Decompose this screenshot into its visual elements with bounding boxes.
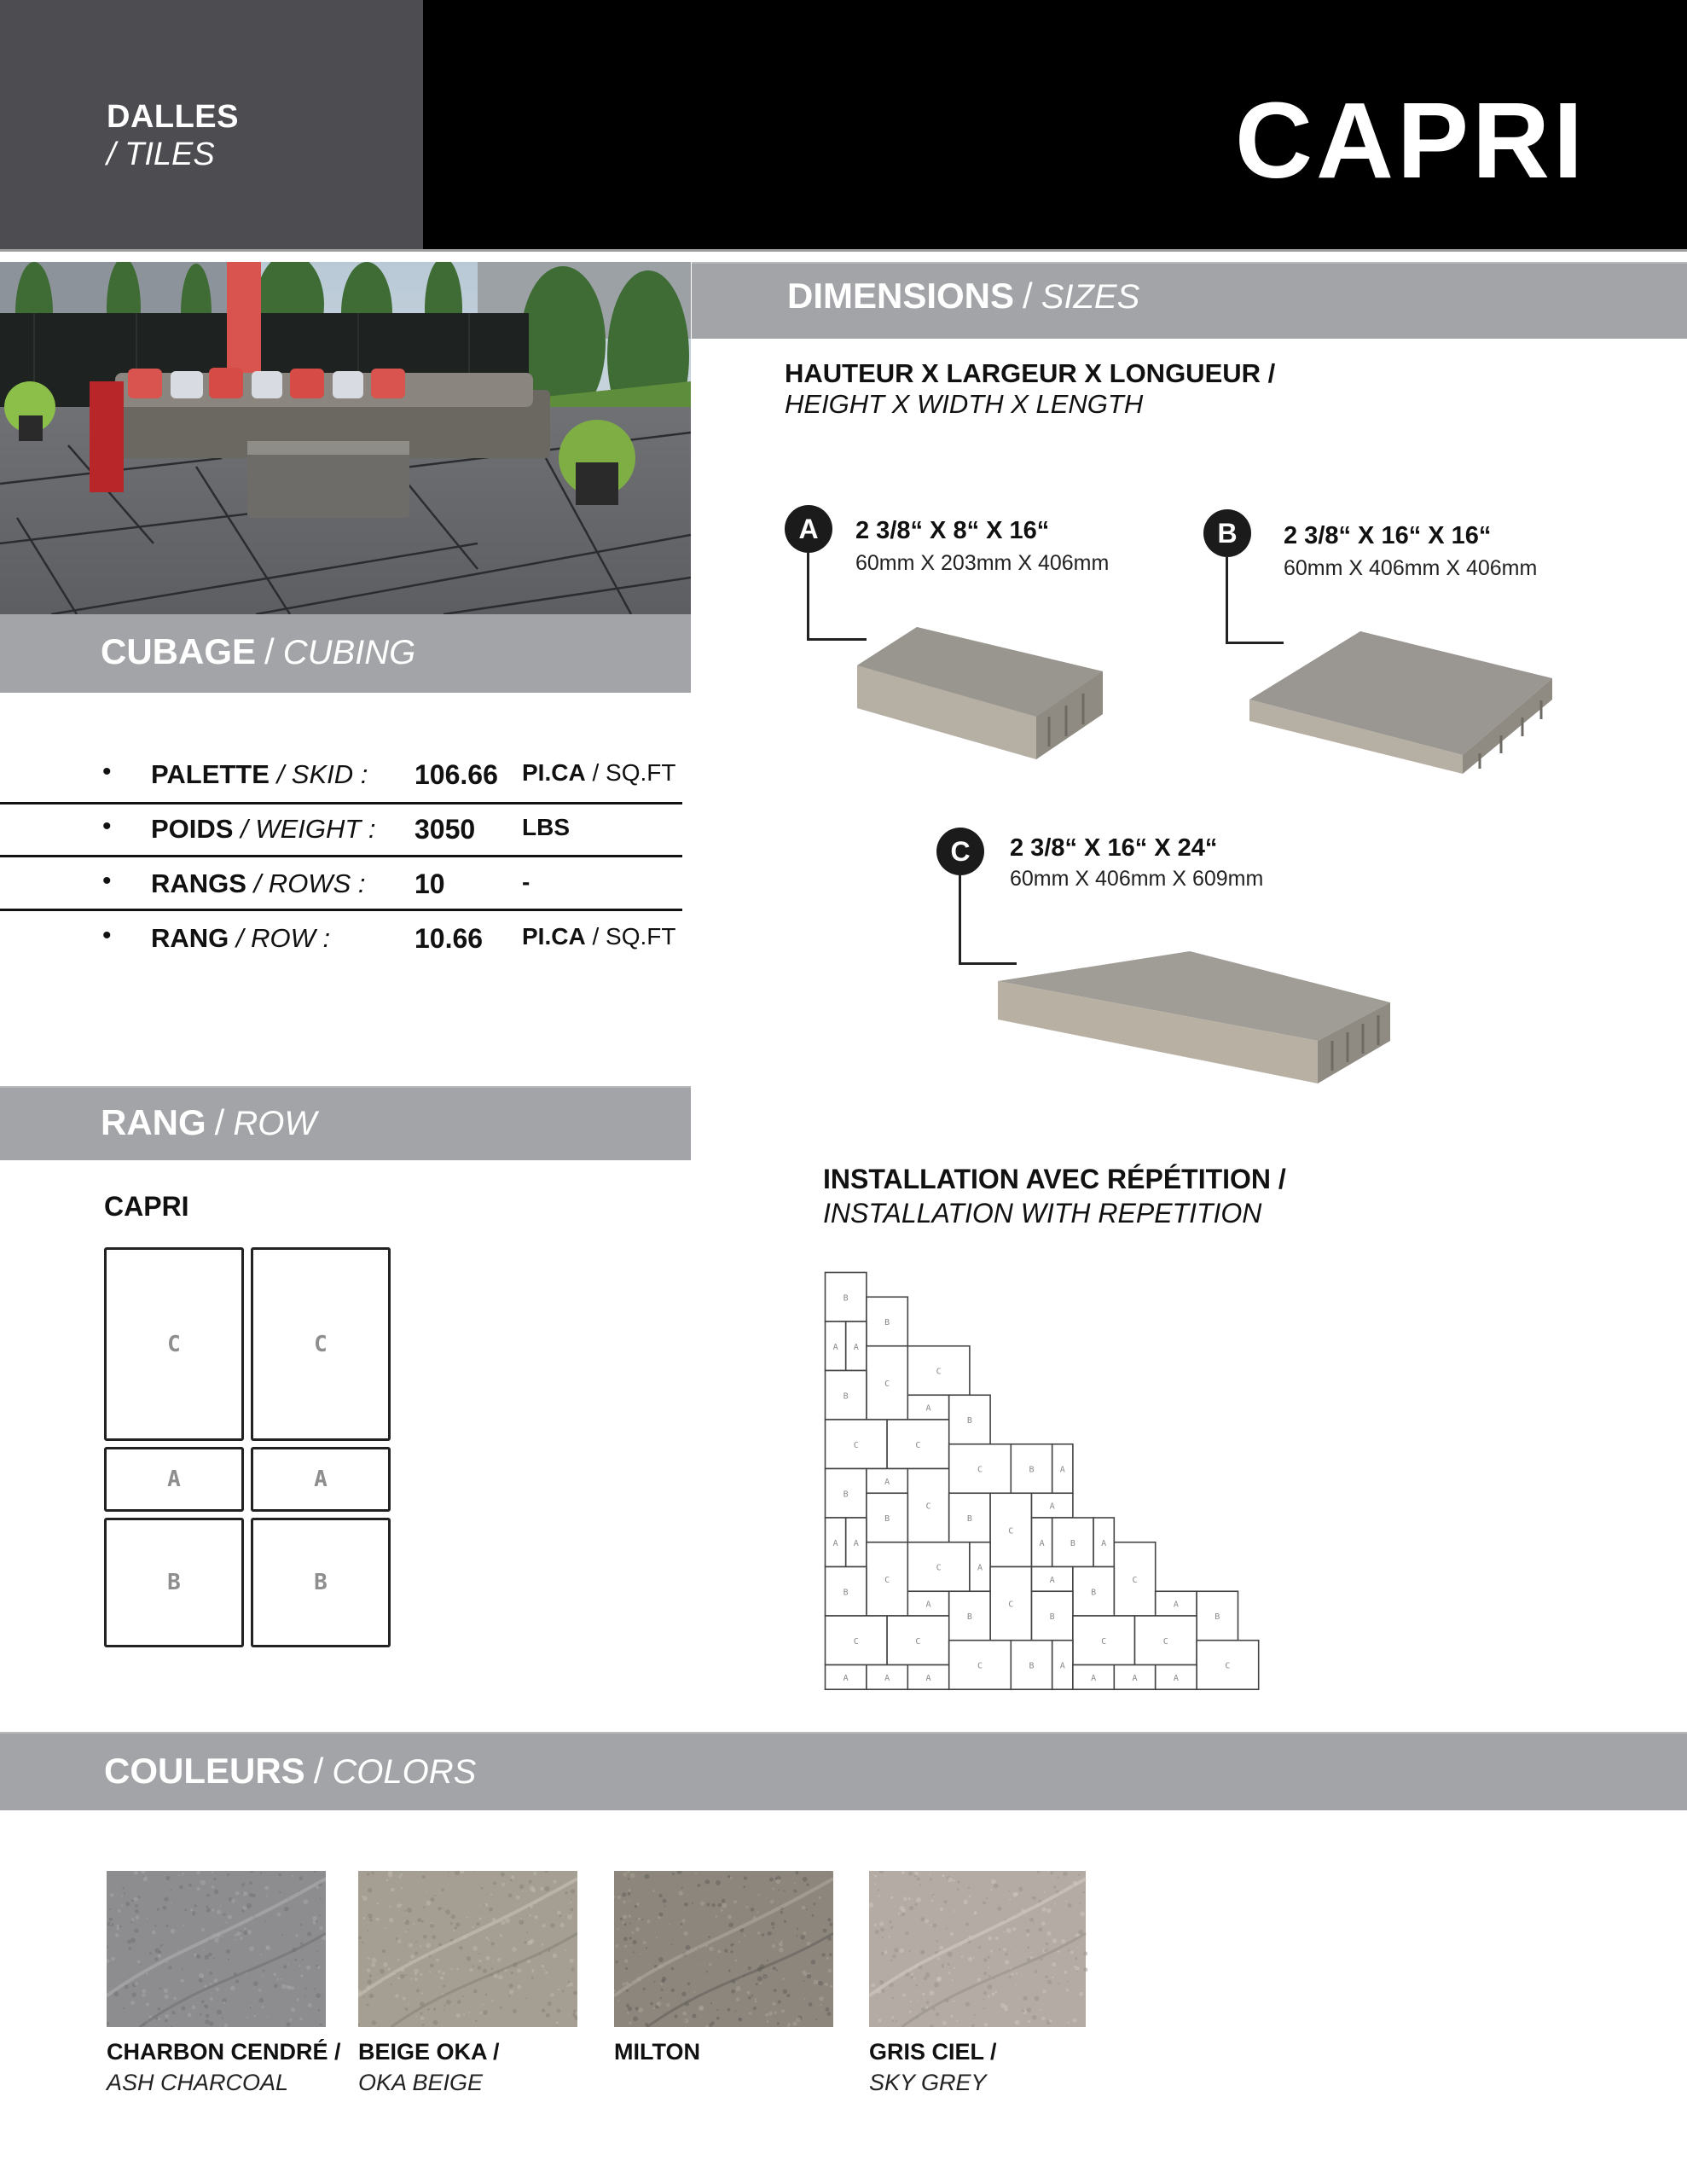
pattern-piece-label: C xyxy=(915,1636,921,1647)
pattern-piece-a xyxy=(846,1321,867,1371)
pattern-piece-label: C xyxy=(977,1465,983,1475)
patio-scene-illustration xyxy=(0,262,691,614)
tile-a-imperial: 2 3/8“ X 8“ X 16“ xyxy=(855,517,1050,544)
pattern-piece-label: A xyxy=(1049,1502,1055,1512)
pattern-piece-label: C xyxy=(1225,1661,1231,1671)
tile-a-metric: 60mm X 203mm X 406mm xyxy=(855,551,1110,575)
pattern-piece-label: B xyxy=(843,1391,849,1402)
pattern-piece-a xyxy=(1093,1518,1114,1567)
swatch-oka-beige xyxy=(358,1871,577,2027)
cubing-unit-en: / SQ.FT xyxy=(592,759,676,786)
pattern-piece-b xyxy=(826,1469,867,1519)
cubing-row-skid xyxy=(0,749,682,802)
tile-c-imperial: 2 3/8“ X 16“ X 24“ xyxy=(1010,834,1218,862)
tile-b-image xyxy=(1241,627,1557,776)
pattern-piece-label: C xyxy=(1101,1636,1107,1647)
pattern-piece-label: C xyxy=(925,1502,931,1512)
pattern-piece-b xyxy=(1032,1591,1073,1641)
pattern-piece-label: B xyxy=(1091,1588,1097,1598)
section-title-fr: COULEURS xyxy=(104,1751,305,1791)
pattern-piece-a xyxy=(907,1665,948,1690)
cubing-unit xyxy=(522,923,675,950)
swatch-fill xyxy=(358,1871,577,2027)
product-title: CAPRI xyxy=(1234,80,1586,200)
pattern-piece-a xyxy=(1073,1665,1114,1690)
pattern-piece-label: A xyxy=(1173,1600,1179,1610)
pattern-piece-c xyxy=(1197,1641,1259,1690)
cubing-unit-fr: PI.CA xyxy=(522,759,586,786)
cubing-label-fr: RANGS xyxy=(151,868,246,898)
section-header-cubing xyxy=(0,614,691,693)
color-name-en: SKY GREY xyxy=(869,2070,987,2095)
bullet: • xyxy=(102,812,112,840)
pattern-piece-b xyxy=(949,1493,990,1542)
row-layout-subtitle: CAPRI xyxy=(104,1191,189,1222)
row-cell-b: B xyxy=(104,1518,244,1647)
pattern-piece-label: A xyxy=(884,1673,890,1683)
pattern-piece-label: B xyxy=(1029,1661,1035,1671)
pattern-piece-label: B xyxy=(966,1612,972,1622)
tile-b-imperial: 2 3/8“ X 16“ X 16“ xyxy=(1284,522,1492,549)
pattern-piece-label: C xyxy=(1008,1526,1014,1536)
header-divider xyxy=(0,249,1687,252)
pattern-piece-label: B xyxy=(1049,1612,1055,1622)
tile-a-leader-vertical xyxy=(807,553,809,640)
cubing-row-weight xyxy=(0,804,682,857)
installation-heading-fr: INSTALLATION AVEC RÉPÉTITION / xyxy=(823,1164,1286,1194)
pattern-piece-label: A xyxy=(853,1342,859,1352)
color-name-fr: BEIGE OKA / xyxy=(358,2039,500,2065)
row-cell-b: B xyxy=(251,1518,391,1647)
color-name-fr: CHARBON CENDRÉ / xyxy=(107,2039,341,2065)
cubing-label xyxy=(151,814,376,845)
section-title-fr: CUBAGE xyxy=(101,631,257,671)
pattern-piece-c xyxy=(990,1567,1031,1641)
pattern-piece-c xyxy=(826,1420,888,1469)
cubing-value: 106.66 xyxy=(415,759,498,790)
pattern-piece-label: C xyxy=(915,1440,921,1450)
pattern-piece-a xyxy=(1156,1665,1197,1690)
pattern-piece-label: A xyxy=(843,1673,849,1683)
cubing-unit-en: / SQ.FT xyxy=(592,923,676,950)
pattern-piece-a xyxy=(1156,1591,1197,1616)
cubing-label xyxy=(151,923,330,954)
pattern-piece-c xyxy=(1135,1616,1197,1665)
dimensions-heading-fr: HAUTEUR X LARGEUR X LONGUEUR / xyxy=(785,358,1276,388)
color-name-fr: GRIS CIEL / xyxy=(869,2039,997,2065)
pattern-piece-a xyxy=(1052,1641,1073,1690)
pattern-piece-label: A xyxy=(1039,1538,1045,1548)
pattern-piece-a xyxy=(826,1665,867,1690)
pattern-piece-label: A xyxy=(925,1673,931,1683)
pattern-piece-label: A xyxy=(1132,1673,1138,1683)
pattern-piece-a xyxy=(826,1321,846,1371)
cubing-unit-fr: PI.CA xyxy=(522,923,586,950)
row-cell-c: C xyxy=(251,1247,391,1441)
swatch-ash-charcoal xyxy=(107,1871,326,2027)
pattern-piece-label: A xyxy=(832,1342,838,1352)
cubing-value: 10.66 xyxy=(415,923,484,954)
cubing-label-fr: POIDS xyxy=(151,814,234,844)
pattern-piece-c xyxy=(826,1616,888,1665)
cubing-label-en: / ROWS : xyxy=(253,868,366,898)
pattern-piece-c xyxy=(887,1616,949,1665)
cubing-row-row xyxy=(0,913,682,966)
pattern-piece-c xyxy=(907,1542,970,1592)
category-label-en: / TILES xyxy=(107,136,215,172)
cubing-unit-fr: LBS xyxy=(522,814,570,840)
cubing-label-fr: PALETTE xyxy=(151,759,270,789)
pattern-piece-c xyxy=(907,1346,970,1396)
pattern-piece-label: A xyxy=(1049,1575,1055,1585)
pattern-piece-a xyxy=(907,1395,948,1420)
tile-c-badge: C xyxy=(936,828,984,875)
pattern-piece-label: C xyxy=(1132,1575,1138,1585)
section-title-en: CUBING xyxy=(282,634,416,671)
tile-b-leader-vertical xyxy=(1226,555,1228,643)
pattern-piece-label: C xyxy=(1008,1600,1014,1610)
pattern-piece-label: A xyxy=(1059,1661,1065,1671)
pattern-piece-c xyxy=(867,1542,907,1616)
section-title-fr: RANG xyxy=(101,1102,206,1142)
pattern-piece-a xyxy=(867,1665,907,1690)
tile-b-metric: 60mm X 406mm X 406mm xyxy=(1284,556,1538,580)
cubing-label-en: / ROW : xyxy=(235,923,331,953)
swatch-fill xyxy=(614,1871,833,2027)
cubing-divider xyxy=(0,909,682,911)
pattern-piece-label: A xyxy=(832,1538,838,1548)
pattern-piece-label: B xyxy=(1215,1612,1220,1622)
section-title-en: COLORS xyxy=(332,1753,477,1791)
pattern-piece-c xyxy=(1114,1542,1155,1616)
pattern-piece-c xyxy=(949,1641,1012,1690)
row-cell-a: A xyxy=(251,1447,391,1512)
pattern-piece-a xyxy=(846,1518,867,1567)
pattern-piece-label: A xyxy=(1101,1538,1107,1548)
pattern-piece-label: C xyxy=(884,1575,890,1585)
pattern-piece-label: A xyxy=(977,1563,983,1573)
tile-c-leader-vertical xyxy=(959,874,961,965)
tile-c-image xyxy=(994,947,1394,1088)
section-title-slash: / xyxy=(214,1102,225,1142)
row-cell-a: A xyxy=(104,1447,244,1512)
color-name-en: ASH CHARCOAL xyxy=(107,2070,289,2095)
pattern-piece-a xyxy=(970,1542,990,1592)
cubing-value: 10 xyxy=(415,868,445,899)
pattern-piece-label: C xyxy=(936,1367,942,1377)
cubing-unit xyxy=(522,868,530,896)
pattern-piece-label: A xyxy=(1173,1673,1179,1683)
pattern-piece-b xyxy=(826,1273,867,1322)
pattern-piece-label: C xyxy=(853,1440,859,1450)
pattern-piece-b xyxy=(1011,1444,1052,1494)
swatch-sky-grey xyxy=(869,1871,1088,2027)
cubing-unit xyxy=(522,814,570,841)
category-label-fr: DALLES xyxy=(107,99,239,135)
pattern-piece-label: B xyxy=(843,1490,849,1500)
color-name-fr: MILTON xyxy=(614,2039,700,2065)
section-title-en: SIZES xyxy=(1041,278,1140,316)
section-header-dimensions xyxy=(692,262,1687,339)
bullet: • xyxy=(102,758,112,786)
bullet: • xyxy=(102,867,112,895)
section-title-fr: DIMENSIONS xyxy=(787,276,1015,316)
row-cell-c: C xyxy=(104,1247,244,1441)
pattern-piece-c xyxy=(1073,1616,1135,1665)
pattern-piece-a xyxy=(867,1469,907,1494)
cubing-unit-fr: - xyxy=(522,868,530,895)
pattern-piece-b xyxy=(826,1371,867,1420)
pattern-piece-label: B xyxy=(966,1416,972,1426)
section-title-slash: / xyxy=(313,1751,324,1791)
pattern-piece-b xyxy=(1073,1567,1114,1617)
pattern-piece-label: C xyxy=(977,1661,983,1671)
pattern-piece-label: A xyxy=(853,1538,859,1548)
pattern-piece-a xyxy=(907,1591,948,1616)
patio-photo xyxy=(0,262,691,614)
pattern-piece-label: B xyxy=(884,1514,890,1524)
pattern-piece-label: B xyxy=(1070,1538,1075,1548)
tile-a-image xyxy=(832,619,1113,772)
pattern-piece-b xyxy=(1052,1518,1093,1567)
section-header-row xyxy=(0,1086,691,1160)
pattern-piece-label: A xyxy=(1091,1673,1097,1683)
pattern-piece-c xyxy=(949,1444,1012,1494)
pattern-piece-label: A xyxy=(884,1477,890,1487)
pattern-piece-a xyxy=(1114,1665,1155,1690)
pattern-piece-label: C xyxy=(936,1563,942,1573)
installation-pattern xyxy=(824,1271,1267,1706)
pattern-piece-label: B xyxy=(1029,1465,1035,1475)
pattern-piece-a xyxy=(826,1518,846,1567)
cubing-divider xyxy=(0,855,682,857)
pattern-piece-b xyxy=(867,1493,907,1542)
pattern-piece-b xyxy=(826,1567,867,1617)
pattern-piece-b xyxy=(1197,1591,1238,1641)
cubing-label xyxy=(151,759,368,790)
pattern-piece-label: B xyxy=(884,1318,890,1327)
cubing-label-fr: RANG xyxy=(151,923,229,953)
pattern-piece-b xyxy=(867,1297,907,1346)
pattern-piece-label: A xyxy=(1059,1465,1065,1475)
pattern-piece-c xyxy=(907,1469,948,1542)
installation-heading-en: INSTALLATION WITH REPETITION xyxy=(823,1198,1262,1228)
pattern-piece-label: C xyxy=(884,1379,890,1389)
pattern-piece-label: B xyxy=(843,1588,849,1598)
pattern-piece-a xyxy=(1052,1444,1073,1494)
pattern-piece-label: B xyxy=(843,1293,849,1304)
dimensions-heading-en: HEIGHT X WIDTH X LENGTH xyxy=(785,389,1144,419)
pattern-piece-a xyxy=(1032,1567,1073,1592)
cubing-unit xyxy=(522,759,675,787)
pattern-piece-label: A xyxy=(925,1403,931,1414)
cubing-value: 3050 xyxy=(415,814,476,845)
pattern-piece-label: B xyxy=(966,1514,972,1524)
pattern-piece-c xyxy=(887,1420,949,1469)
section-title-slash: / xyxy=(1023,276,1033,316)
cubing-row-rows xyxy=(0,858,682,911)
pattern-piece-c xyxy=(867,1346,907,1420)
section-title-en: ROW xyxy=(233,1105,317,1142)
tile-a-badge: A xyxy=(785,505,832,553)
cubing-label xyxy=(151,868,365,899)
pattern-piece-b xyxy=(1011,1641,1052,1690)
tile-b-badge: B xyxy=(1203,509,1251,557)
pattern-piece-c xyxy=(990,1493,1031,1566)
pattern-piece-b xyxy=(949,1395,990,1444)
swatch-milton xyxy=(614,1871,833,2027)
pattern-piece-label: C xyxy=(853,1636,859,1647)
section-header-colors xyxy=(0,1732,1687,1810)
pattern-piece-a xyxy=(1032,1518,1052,1567)
cubing-label-en: / WEIGHT : xyxy=(241,814,376,844)
cubing-label-en: / SKID : xyxy=(276,759,368,789)
color-name-en: OKA BEIGE xyxy=(358,2070,484,2095)
tile-c-metric: 60mm X 406mm X 609mm xyxy=(1010,867,1264,891)
pattern-piece-label: C xyxy=(1162,1636,1168,1647)
section-title-slash: / xyxy=(264,631,275,671)
pattern-piece-b xyxy=(949,1591,990,1641)
bullet: • xyxy=(102,921,112,950)
pattern-piece-a xyxy=(1032,1493,1073,1518)
pattern-piece-label: A xyxy=(925,1600,931,1610)
